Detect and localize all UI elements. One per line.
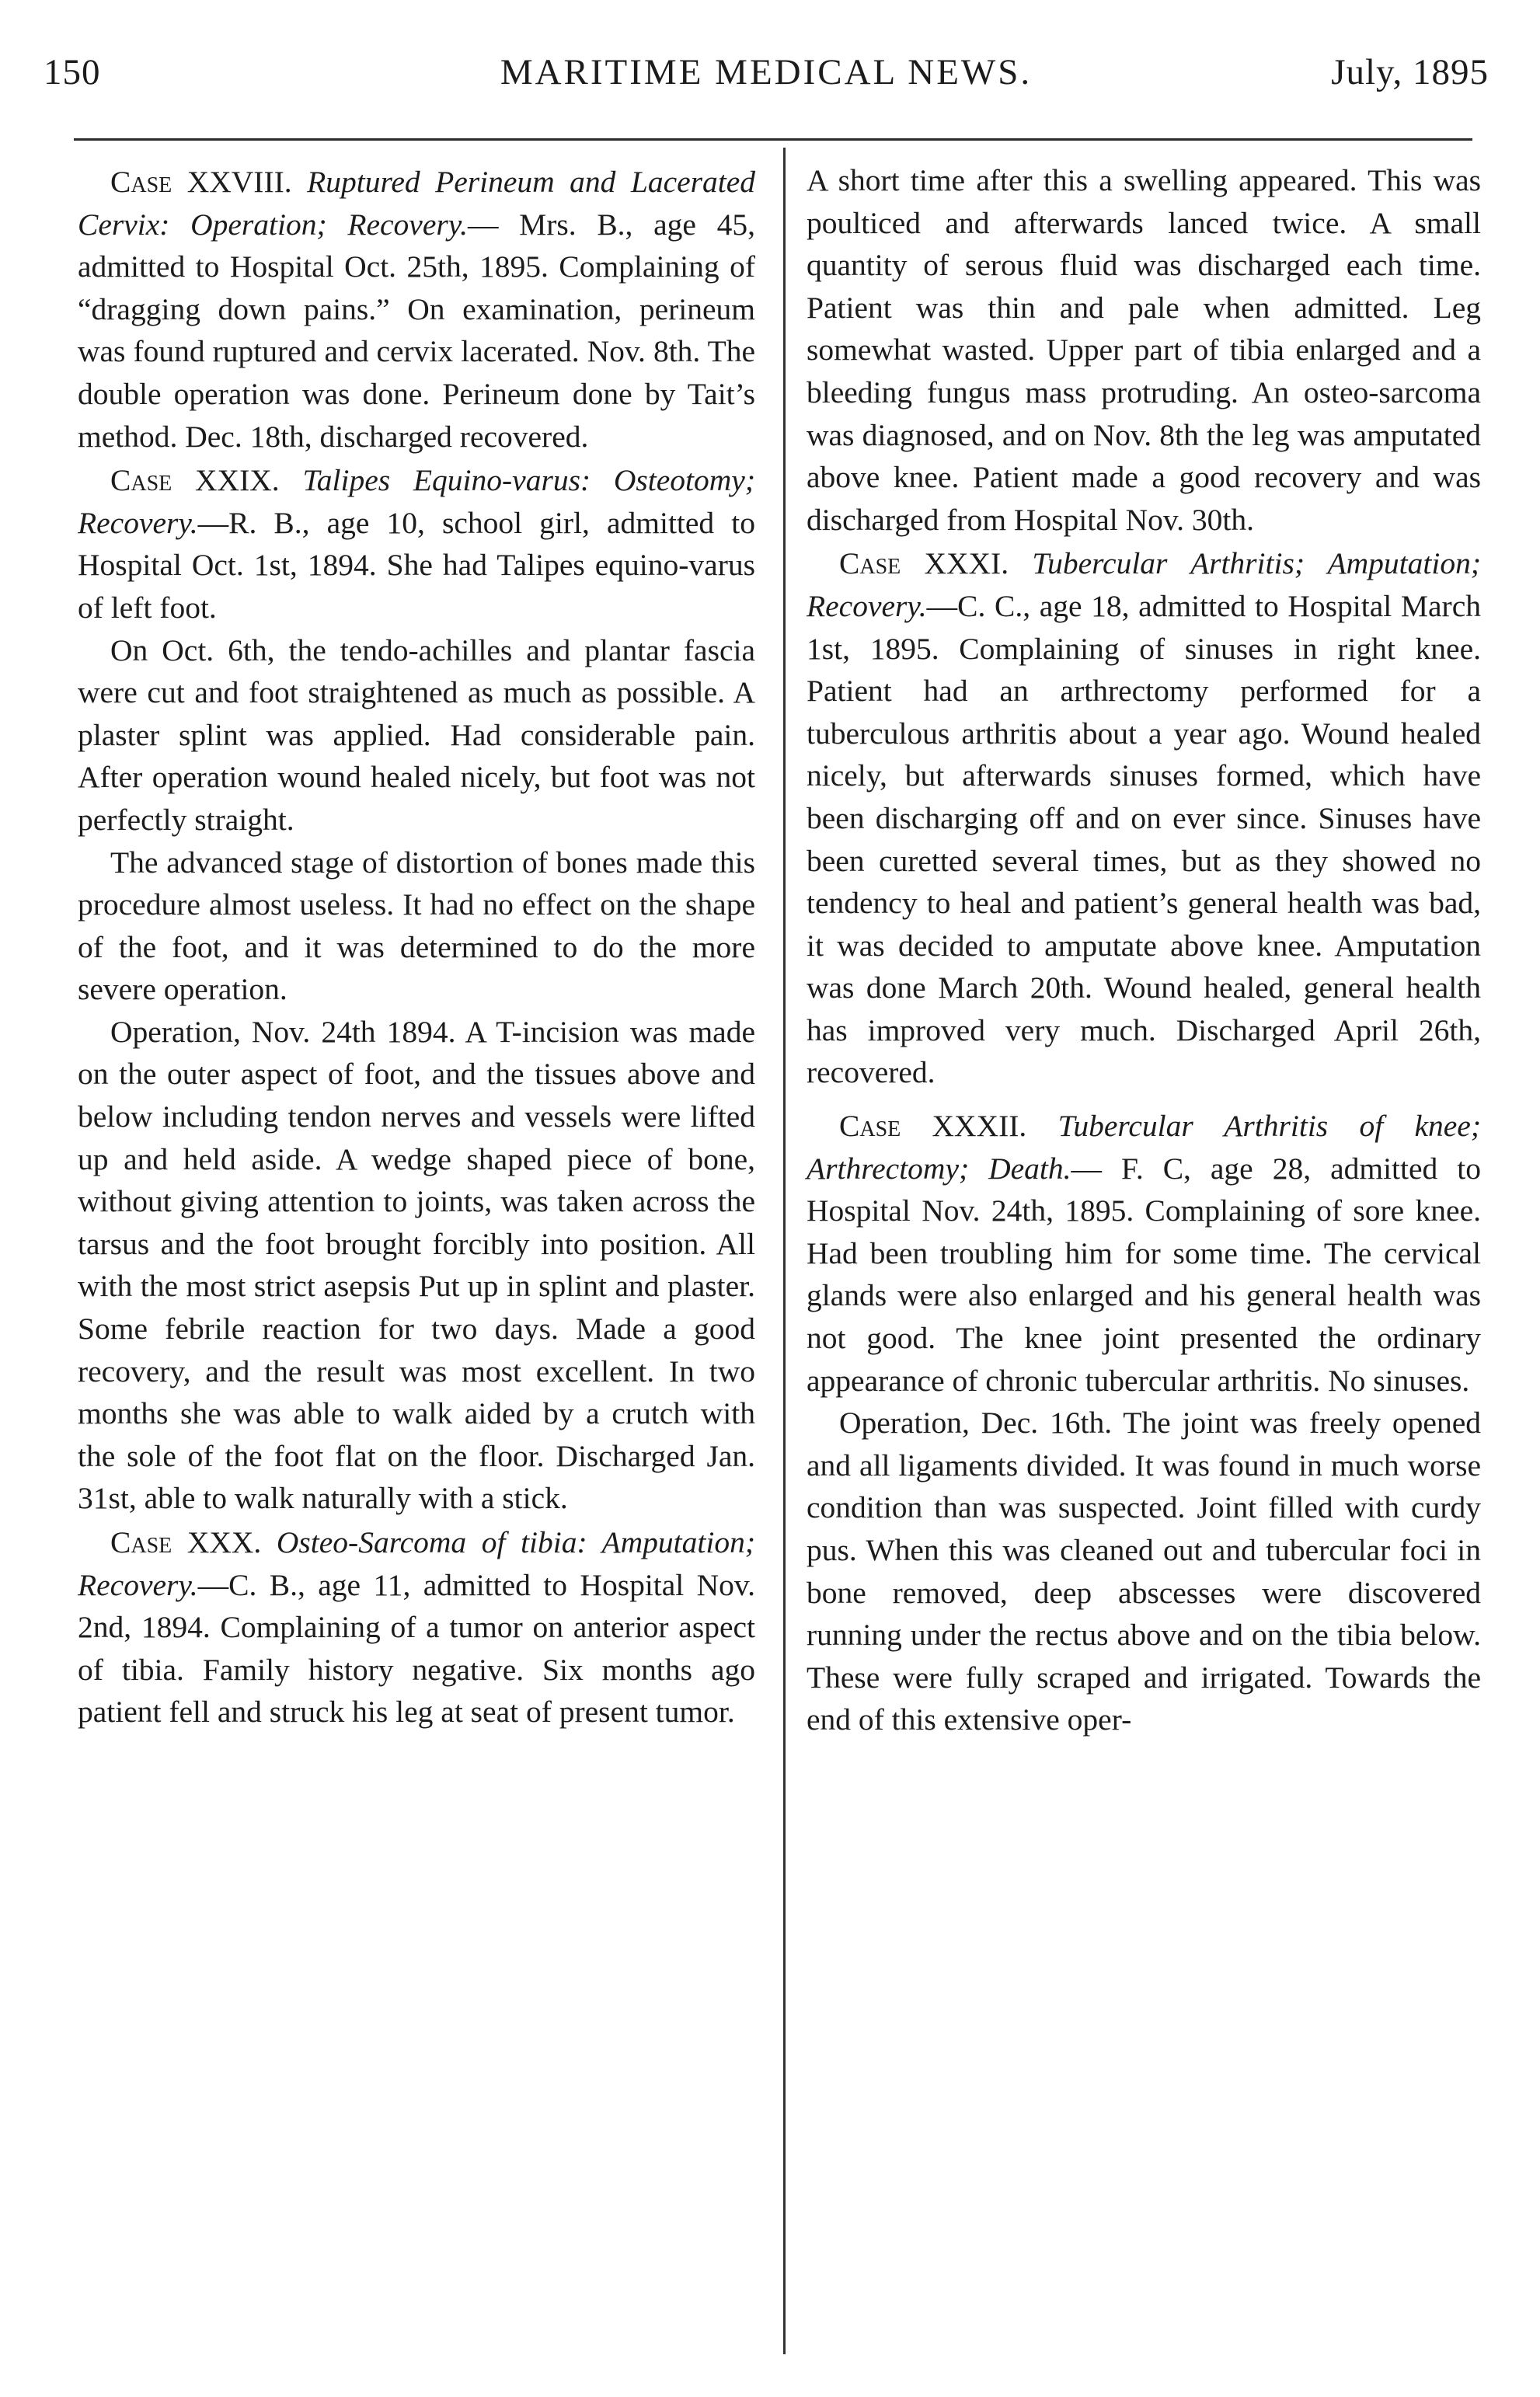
case-paragraph	[78, 1521, 755, 1733]
page-number: 150	[44, 52, 101, 92]
journal-title: MARITIME MEDICAL NEWS.	[500, 52, 1033, 92]
case-number: Case XXXII.	[839, 1109, 1027, 1144]
case-paragraph	[807, 542, 1481, 1094]
case-body: — F. C, age 28, admitted to Hospital Nov. 24th, 1895. Complaining of sore knee. Had been troubling him for some time. The cervical glands were also enlarged and his general health was not good. The knee joint presented the ordinary appearance of chronic tubercular arthritis. No sinuses.	[807, 1151, 1481, 1398]
case-paragraph	[78, 161, 755, 458]
body-paragraph: Operation, Dec. 16th. The joint was freely opened and all ligaments divided. It was found in much worse condition than was suspected. Joint filled with curdy pus. When this was cleaned out and tubercular foci in bone removed, deep abscesses were discovered running under the rectus above and on the tibia below. These were fully scraped and irrigated. Towards the end of this extensive oper-	[807, 1406, 1481, 1737]
body-paragraph: A short time after this a swelling appeared. This was poulticed and afterwards lanced twice. A small quantity of serous fluid was discharged each time. Patient was thin and pale when admitted. Leg somewhat wasted. Upper part of tibia enlarged and a bleeding fungus mass protruding. An osteo-sarcoma was diagnosed, and on Nov. 8th the leg was amputated above knee. Patient made a good recovery and was discharged from Hospital Nov. 30th.	[807, 163, 1481, 537]
case-body: —R. B., age 10, school girl, admitted to Hospital Oct. 1st, 1894. She had Talipes equino-varus of left foot.	[78, 505, 755, 625]
body-paragraph: Operation, Nov. 24th 1894. A T-incision was made on the outer aspect of foot, and the tissues above and below including tendon nerves and vessels were lifted up and held aside. A wedge shaped piece of bone, without giving attention to joints, was taken across the tarsus and the foot brought forcibly into position. All with the most strict asepsis Put up in splint and plaster. Some febrile reaction for two days. Made a good recovery, and the result was most excellent. In two months she was able to walk aided by a crutch with the sole of the foot flat on the floor. Discharged Jan. 31st, able to walk naturally with a stick.	[78, 1014, 755, 1516]
case-paragraph	[78, 459, 755, 629]
header-rule	[74, 138, 1472, 141]
case-paragraph	[807, 1105, 1481, 1402]
case-title: Ruptured Perineum and Lacerated Cervix: Operation; Recovery.	[78, 165, 756, 242]
body-paragraph: On Oct. 6th, the tendo-achilles and plantar fascia were cut and foot straightened as much as possible. A plaster splint was applied. Had considerable pain. After operation wound healed nicely, but foot was not perfectly straight.	[78, 632, 755, 837]
case-body: —C. B., age 11, admitted to Hospital Nov. 2nd, 1894. Complaining of a tumor on anterior aspect of tibia. Family history negative. Six months ago patient fell and struck his leg at seat of present tumor.	[78, 1567, 755, 1730]
case-number: Case XXIX.	[110, 463, 280, 498]
right-column	[807, 159, 1481, 1741]
case-body: — Mrs. B., age 45, admitted to Hospital Oct. 25th, 1895. Complaining of “dragging down pains.” On examination, perineum was found ruptured and cervix lacerated. Nov. 8th. The double operation was done. Perineum done by Tait’s method. Dec. 18th, discharged recovered.	[78, 207, 755, 454]
column-divider	[783, 148, 786, 2354]
case-number: Case XXX.	[110, 1525, 262, 1559]
case-body: —C. C., age 18, admitted to Hospital March 1st, 1895. Complaining of sinuses in right knee. Patient had an arthrectomy performed for a tuberculous arthritis about a year ago. Wound healed nicely, but afterwards sinuses formed, which have been discharging off and on ever since. Sinuses have been curetted several times, but as they showed no tendency to heal and patient’s general health was bad, it was decided to amputate above knee. Amputation was done March 20th. Wound healed, general health has improved very much. Discharged April 26th, recovered.	[807, 588, 1481, 1090]
case-title: Tubercular Arthritis of knee; Arthrectomy; Death.	[807, 1109, 1481, 1186]
page-header	[44, 51, 1489, 98]
left-column	[78, 159, 755, 1733]
case-title: Tubercular Arthritis; Amputation; Recovery.	[807, 546, 1481, 623]
issue-date: July, 1895	[1331, 52, 1489, 92]
body-paragraph: The advanced stage of distortion of bones made this procedure almost useless. It had no effect on the shape of the foot, and it was determined to do the more severe operation.	[78, 845, 755, 1007]
case-number: Case XXVIII.	[110, 165, 292, 199]
case-title: Talipes Equino-varus: Osteotomy; Recovery.	[78, 463, 755, 540]
case-number: Case XXXI.	[839, 546, 1009, 581]
case-title: Osteo-Sarcoma of tibia: Amputation; Recovery.	[78, 1525, 756, 1602]
